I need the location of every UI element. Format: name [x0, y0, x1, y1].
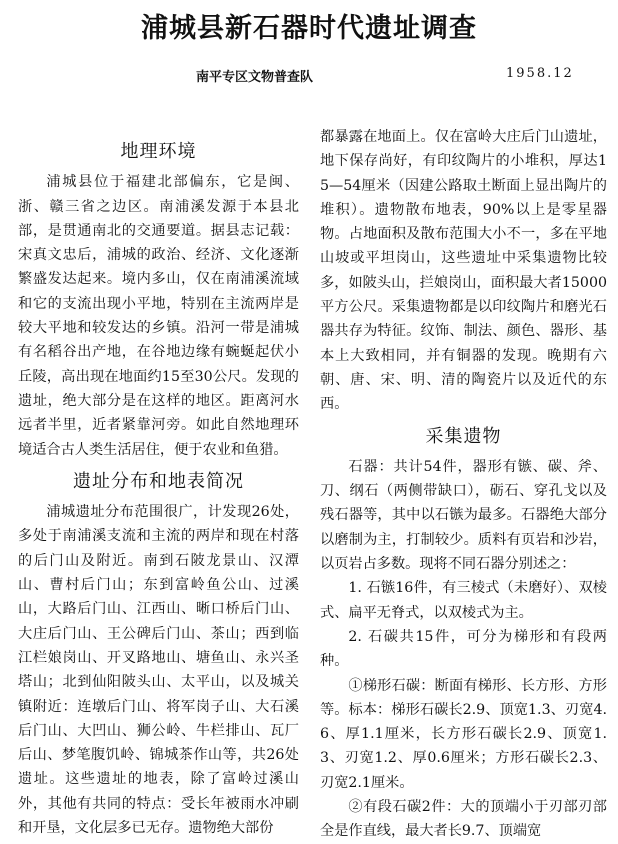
left-column — [18, 132, 299, 840]
paragraph-trapezoid-adze: ①梯形石碳：断面有梯形、长方形、方形等。标本：梯形石碳长2.9、顶宽1.3、刃宽4.6、厚1.1厘米，长方形石碳长2.9、顶宽1.3、刃宽1.2、厚0.6厘米；方形石碳长2.3、刃宽2.1厘米。 — [320, 677, 607, 791]
document-title: 浦城县新石器时代遗址调查 — [141, 13, 477, 44]
paragraph-stepped-adze: ②有段石碳2件：大的顶端小于刃部刃部全是作直线，最大者长9.7、顶端宽 — [320, 799, 607, 840]
section-heading-distribution: 遗址分布和地表简况 — [73, 470, 244, 492]
document-date: 1958.12 — [506, 66, 574, 81]
paragraph-arrowheads: 1. 石镞16件，有三棱式（未磨好）、双棱式、扁平无脊式，以双棱式为主。 — [320, 580, 607, 621]
paragraph-continued: 都暴露在地面上。仅在富岭大庄后门山遗址，地下保存尚好，有印纹陶片的小堆积，厚达15—54厘米（因建公路取土断面上显出陶片的堆积）。遗物散布地表，90%以上是零星器物。占地面积及散布范围大小不一，多在平地山坡或平坦岗山，这些遗址中采集遗物比较多，如陂头山，拦娘岗山，面积最大者15000平方公尺。采集遗物都是以印纹陶片和磨光石器共存为特征。纹饰、制法、颜色、器形、基本上大致相同，并有铜器的发现。晚期有六朝、唐、宋、明、清的陶瓷片以及近代的东西。 — [320, 129, 607, 413]
paragraph-distribution: 浦城遗址分布范围很广，计发现26处，多处于南浦溪支流和主流的两岸和现在村落的后门山及附近。南到石陂龙景山、汉潭山、曹村后门山；东到富岭鱼公山、过溪山，大路后门山、江西山、晰口桥后门山、大庄后门山、王公碑后门山、茶山；西到临江栏娘岗山、开叉路地山、塘鱼山、永兴圣塔山；北到仙阳陂头山、太平山，以及城关镇附近：连墩后门山、将军岗子山、大石溪后门山、大凹山、狮公岭、牛栏排山、瓦厂后山、梦笔腹饥岭、锦城茶作山等，共26处遗址。这些遗址的地表，除了富岭过溪山外，其他有共同的特点：受长年被雨水冲刷和开垦，文化层多已无存。遗物绝大部份 — [18, 504, 299, 837]
right-column — [320, 125, 607, 844]
paragraph-adzes: 2. 石碳共15件，可分为梯形和有段两种。 — [320, 628, 607, 670]
section-heading-artifacts: 采集遗物 — [425, 425, 502, 447]
author-byline: 南平专区文物普查队 — [196, 70, 314, 85]
paragraph-stone-tools: 石器：共计54件，器形有镞、碳、斧、刀、纲石（两侧带缺口），砺石、穿孔戈以及残石器等，其中以石镞为最多。石器绝大部分以磨制为主，打制较少。质料有页岩和沙岩，以页岩占多数。现将不同石器分别述之： — [320, 458, 607, 573]
section-heading-geography: 地理环境 — [120, 141, 197, 162]
paragraph-geography: 浦城县位于福建北部偏东，它是闽、浙、赣三省之边区。南浦溪发源于本县北部，是贯通南北的交通要道。据县志记载：宋真文忠后，浦城的政治、经济、文化逐渐繁盛发达起来。境内多山，仅在南浦溪流域和它的支流出现小平地，特别在主流两岸是较大平地和较发达的乡镇。沿河一带是浦城有名稻谷出产地，在谷地边缘有蜿蜒起伏小丘陵，高出现在地面约15至30公尺。发现的遗址，绝大部分是在这样的地区。距离河水远者半里，近者紧靠河旁。如此自然地理环境适合古人类生活居住，便于农业和鱼猎。 — [18, 174, 299, 458]
